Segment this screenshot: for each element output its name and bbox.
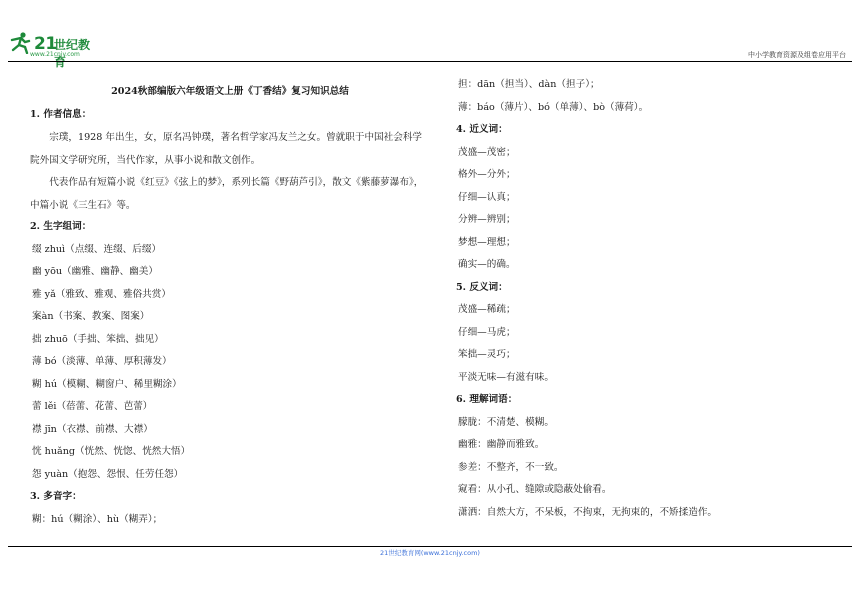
meaning-item: 潇洒：自然大方，不呆板，不拘束，无拘束的，不矫揉造作。 [458,506,718,518]
synonym-item: 格外—分外； [458,169,516,180]
synonym-item: 分辨—辨别； [458,214,516,225]
word-item: 缀 zhuì（点缀、连缀、后缀） [32,243,162,255]
antonym-item: 茂盛—稀疏； [458,304,516,315]
section-heading-meanings: 6. 理解词语： [456,394,518,405]
author-paragraph-2: 代表作品有短篇小说《红豆》《弦上的梦》，系列长篇《野葫芦引》，散文《紫藤萝瀑布》，中篇小说《三生石》等。 [30,177,424,211]
antonym-item: 平淡无味—有滋有味。 [458,371,554,383]
word-item: 幽 yōu（幽雅、幽静、幽美） [32,266,158,277]
section-heading-antonyms: 5. 反义词： [456,281,508,293]
platform-name: 中小学教育资源及组卷应用平台 [748,51,846,59]
word-item: 雅 yǎ（雅致、雅观、雅俗共赏） [32,288,171,300]
page-header [0,0,860,69]
meaning-item: 朦胧：不清楚、模糊。 [458,416,554,428]
meaning-item: 参差：不整齐，不一致。 [458,461,564,473]
document-title: 2024秋部编版六年级语文上册《丁香结》复习知识总结 [111,86,349,97]
site-logo[interactable] [8,32,92,69]
word-item: 拙 zhuō（手拙、笨拙、拙见） [32,333,164,345]
word-item: 怨 yuàn（抱怨、怨恨、任劳任怨） [32,468,184,480]
polyphone-item: 担：dān（担当）、dàn（担子）； [458,79,600,90]
word-item: 案àn（书案、教案、图案） [32,311,150,322]
synonym-item: 确实—的确。 [458,259,516,270]
synonym-item: 梦想—理想； [458,236,516,248]
word-item: 薄 bó（淡薄、单薄、厚积薄发） [32,356,172,367]
section-heading-words: 2. 生字组词： [30,221,92,232]
synonym-item: 茂盛—茂密； [458,146,516,158]
left-column [30,82,430,532]
right-column [456,75,836,525]
polyphone-item: 糊：hú（糊涂）、hù（糊弄）； [32,513,163,525]
word-item: 糊 hú（模糊、糊窗户、稀里糊涂） [32,378,182,390]
meaning-item: 幽雅：幽静而雅致。 [458,439,545,450]
meaning-item: 窥看：从小孔、缝隙或隐蔽处偷看。 [458,484,612,495]
header-divider [8,61,852,62]
author-paragraph-1: 宗璞，1928 年出生，女，原名冯钟璞，著名哲学家冯友兰之女。曾就职于中国社会科学院外国文学研究所，当代作家，从事小说和散文创作。 [30,132,423,166]
logo-url: www.21cnjy.com [30,51,80,58]
antonym-item: 笨拙—灵巧； [458,349,516,360]
runner-icon [8,32,32,54]
section-heading-synonyms: 4. 近义词： [456,124,508,135]
section-heading-author: 1. 作者信息： [30,108,92,120]
logo-text: 世纪教育 [54,38,91,69]
word-item: 恍 huǎng（恍然、恍惚、恍然大悟） [32,446,191,457]
footer-link[interactable]: 21世纪教育网(www.21cnjy.com) [380,549,480,557]
footer-divider [8,546,852,547]
polyphone-item: 薄：báo（薄片）、bó（单薄）、bò（薄荷）。 [458,101,649,113]
word-item: 蕾 lěi（蓓蕾、花蕾、芭蕾） [32,401,153,412]
synonym-item: 仔细—认真； [458,191,516,203]
word-item: 襟 jīn（衣襟、前襟、大襟） [32,423,153,435]
logo-number: 21 [34,34,57,54]
antonym-item: 仔细—马虎； [458,326,516,338]
section-heading-polyphones: 3. 多音字： [30,491,82,502]
